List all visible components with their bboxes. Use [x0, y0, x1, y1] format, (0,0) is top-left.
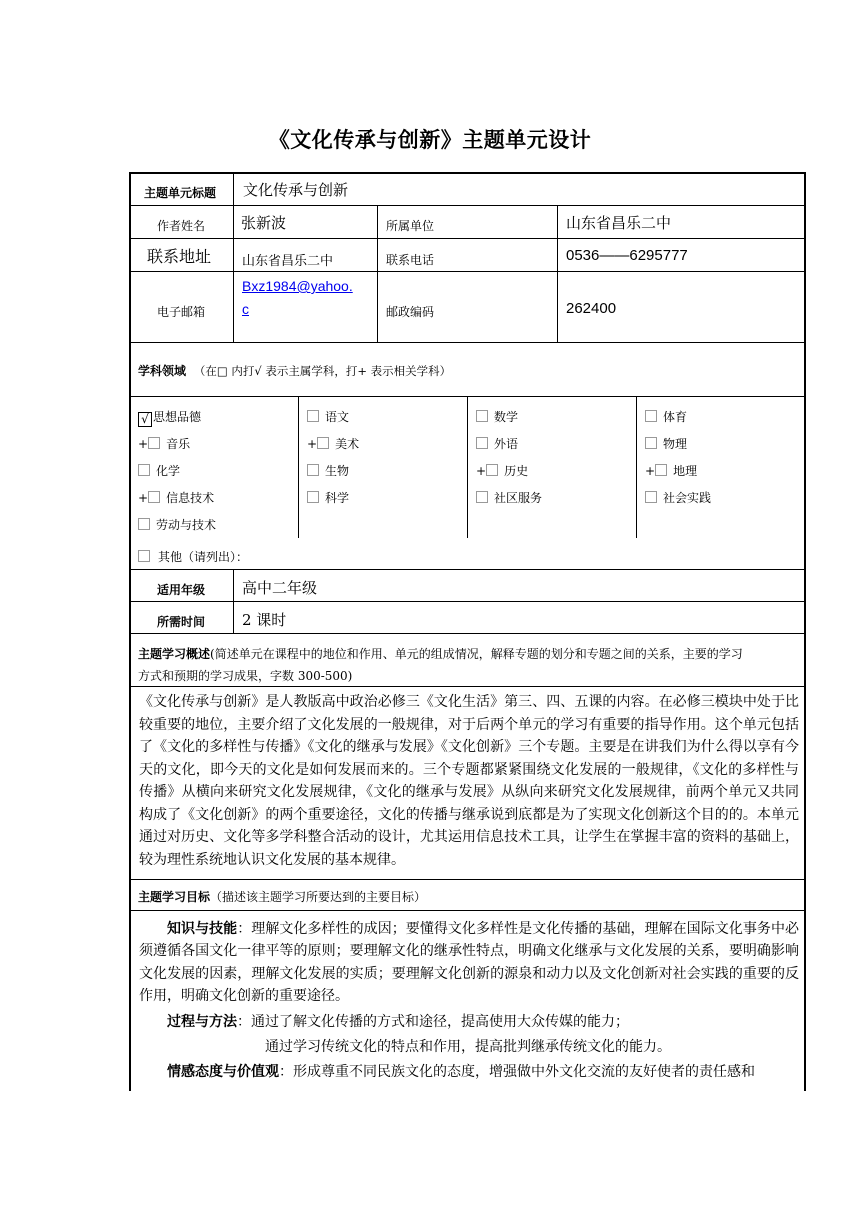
subject-name: 美术: [335, 437, 360, 451]
subject-name: 劳动与技术: [156, 518, 217, 532]
checkbox-icon[interactable]: [476, 437, 488, 449]
checkbox-icon[interactable]: [486, 464, 498, 476]
postcode-value: 262400: [566, 300, 617, 317]
checkbox-icon[interactable]: [138, 464, 150, 476]
subject-item[interactable]: [476, 435, 518, 452]
theme-label: 主题单元标题: [144, 186, 217, 200]
subject-item[interactable]: [307, 435, 359, 452]
subject-name: 化学: [156, 464, 181, 478]
subject-item[interactable]: [307, 462, 349, 479]
other-subjects-label: 其他（请列出）：: [158, 550, 249, 564]
related-mark: +: [138, 491, 149, 505]
related-mark: +: [138, 437, 149, 451]
grade-label: 适用年级: [157, 583, 206, 597]
checkbox-icon[interactable]: [476, 491, 488, 503]
checkbox-icon[interactable]: [317, 437, 329, 449]
objectives-hint: （描述该主题学习所要达到的主要目标）: [210, 890, 427, 904]
process-paragraph-2: [139, 1036, 799, 1058]
subject-name: 思想品德: [153, 410, 202, 424]
checkbox-icon[interactable]: [138, 550, 150, 562]
overview-hint-line2: 方式和预期的学习成果，字数 300-500): [138, 669, 353, 683]
column-divider: [467, 397, 468, 538]
phone-value: 0536——6295777: [566, 247, 688, 264]
column-divider: [298, 397, 299, 538]
subject-name: 数学: [494, 410, 519, 424]
knowledge-text: ：理解文化多样性的成因；要懂得文化多样性是文化传播的基础，理解在国际文化事务中必须遵循各国文化一律平等的原则；要理解文化的继承性特点，明确文化继承与文化发展的关系，要明确影响文化发展的因素，理解文化发展的实质；要理解文化创新的源泉和动力以及文化创新对社会实践的重要的反作用，明确文化创新的重要途径。: [139, 921, 800, 1005]
checkbox-icon[interactable]: √: [138, 412, 152, 427]
email-link-line1[interactable]: Bxz1984@yahoo.: [242, 278, 353, 294]
knowledge-label: 知识与技能: [167, 921, 238, 937]
checkbox-icon[interactable]: [307, 410, 319, 422]
column-divider: [233, 173, 234, 342]
subject-item[interactable]: [476, 462, 528, 479]
subject-name: 地理: [673, 464, 698, 478]
related-mark: +: [307, 437, 318, 451]
address-value: 山东省昌乐二中: [242, 254, 334, 269]
checkbox-icon[interactable]: [645, 491, 657, 503]
unit-value: 山东省昌乐二中: [566, 214, 672, 232]
subject-name: 信息技术: [166, 491, 215, 505]
subject-item[interactable]: [476, 489, 542, 506]
checkbox-icon[interactable]: [307, 464, 319, 476]
subject-name: 科学: [325, 491, 350, 505]
column-divider: [557, 205, 558, 342]
subject-item[interactable]: [645, 408, 687, 425]
author-value: 张新波: [241, 214, 287, 232]
column-divider: [636, 397, 637, 538]
checkbox-icon[interactable]: [138, 518, 150, 530]
checkbox-icon[interactable]: [476, 410, 488, 422]
subject-item[interactable]: [645, 462, 697, 479]
address-label: 联系地址: [147, 247, 212, 266]
subject-item[interactable]: [645, 489, 711, 506]
checkbox-icon[interactable]: [307, 491, 319, 503]
process-paragraph: [139, 1011, 799, 1033]
subject-area-header: [138, 362, 451, 379]
unit-label: 所属单位: [386, 219, 435, 233]
subject-name: 体育: [663, 410, 688, 424]
checkbox-icon[interactable]: [655, 464, 667, 476]
subject-name: 语文: [325, 410, 350, 424]
other-subjects: [138, 548, 248, 565]
related-mark: +: [476, 464, 487, 478]
time-value: 2 课时: [242, 611, 287, 629]
attitude-paragraph: [139, 1061, 799, 1083]
row-divider: [130, 271, 805, 272]
column-divider: [377, 205, 378, 342]
objectives-body: [139, 918, 799, 1084]
subject-area-note: （在□ 内打√ 表示主属学科，打+ 表示相关学科）: [193, 364, 452, 378]
time-label: 所需时间: [157, 615, 206, 629]
grade-value: 高中二年级: [242, 579, 318, 597]
subject-name: 社会实践: [663, 491, 712, 505]
email-link-line2[interactable]: c: [242, 301, 249, 317]
subject-item[interactable]: [645, 435, 687, 452]
subject-name: 社区服务: [494, 491, 543, 505]
document-title: 《文化传承与创新》主题单元设计: [268, 128, 592, 152]
subject-item[interactable]: [138, 435, 190, 452]
subject-item[interactable]: [138, 408, 201, 427]
row-divider: [130, 601, 805, 602]
overview-header: [138, 645, 743, 662]
subject-item[interactable]: [307, 408, 349, 425]
overview-label: 主题学习概述: [138, 647, 211, 661]
checkbox-icon[interactable]: [645, 437, 657, 449]
row-divider: [130, 910, 805, 911]
checkbox-icon[interactable]: [645, 410, 657, 422]
process-label: 过程与方法: [167, 1013, 237, 1030]
author-label: 作者姓名: [157, 219, 206, 233]
subject-area-label: 学科领域: [138, 364, 187, 378]
objectives-header: [138, 888, 426, 905]
row-divider: [130, 205, 805, 206]
subject-item[interactable]: [476, 408, 518, 425]
knowledge-paragraph: [139, 918, 799, 1008]
attitude-label: 情感态度与价值观: [167, 1064, 279, 1081]
subject-item[interactable]: [307, 489, 349, 506]
subject-item[interactable]: [138, 516, 216, 533]
process-text-2: 通过学习传统文化的特点和作用，提高批判继承传统文化的能力。: [265, 1039, 671, 1056]
postcode-label: 邮政编码: [386, 305, 435, 319]
column-divider: [233, 569, 234, 633]
overview-text: 《文化传承与创新》是人教版高中政治必修三《文化生活》第三、四、五课的内容。在必修三模块中处于比较重要的地位，主要介绍了文化发展的一般规律，对于后两个单元的学习有重要的指导作用。这个单元包括了《文化的多样性与传播》《文化的继承与发展》《文化创新》三个专题。主要是在讲我们为什么得以享有今天的文化，即今天的文化是如何发展而来的。三个专题都紧紧围绕文化发展的一般规律，《文化的多样性与传播》从横向来研究文化发展规律，《文化的继承与发展》从纵向来研究文化发展规律，前两个单元又共同构成了《文化创新》的两个重要途径，文化的传播与继承说到底都是为了实现文化创新这个目的的。本单元通过对历史、文化等多学科整合活动的设计，尤其运用信息技术工具，让学生在掌握丰富的资料的基础上，较为理性系统地认识文化发展的基本规律。: [139, 694, 799, 868]
subject-name: 生物: [325, 464, 350, 478]
row-divider: [130, 569, 805, 570]
theme-value: 文化传承与创新: [243, 181, 349, 199]
checkbox-icon[interactable]: [148, 491, 160, 503]
subject-item[interactable]: [138, 462, 180, 479]
subject-item[interactable]: [138, 489, 214, 506]
attitude-text: ：形成尊重不同民族文化的态度，增强做中外文化交流的友好使者的责任感和: [279, 1064, 755, 1081]
email-label: 电子邮箱: [157, 305, 206, 319]
subject-name: 物理: [663, 437, 688, 451]
phone-label: 联系电话: [386, 253, 435, 267]
overview-hint-line1: (简述单元在课程中的地位和作用、单元的组成情况，解释专题的划分和专题之间的关系，主要的学习: [210, 647, 743, 661]
related-mark: +: [645, 464, 656, 478]
row-divider: [130, 686, 805, 687]
row-divider: [130, 238, 805, 239]
row-divider: [130, 342, 805, 343]
process-text-1: ：通过了解文化传播的方式和途径，提高使用大众传媒的能力；: [237, 1013, 629, 1030]
subject-name: 外语: [494, 437, 519, 451]
row-divider: [130, 633, 805, 634]
checkbox-icon[interactable]: [148, 437, 160, 449]
row-divider: [130, 879, 805, 880]
objectives-label: 主题学习目标: [138, 890, 211, 904]
subject-name: 历史: [504, 464, 529, 478]
subject-name: 音乐: [166, 437, 191, 451]
